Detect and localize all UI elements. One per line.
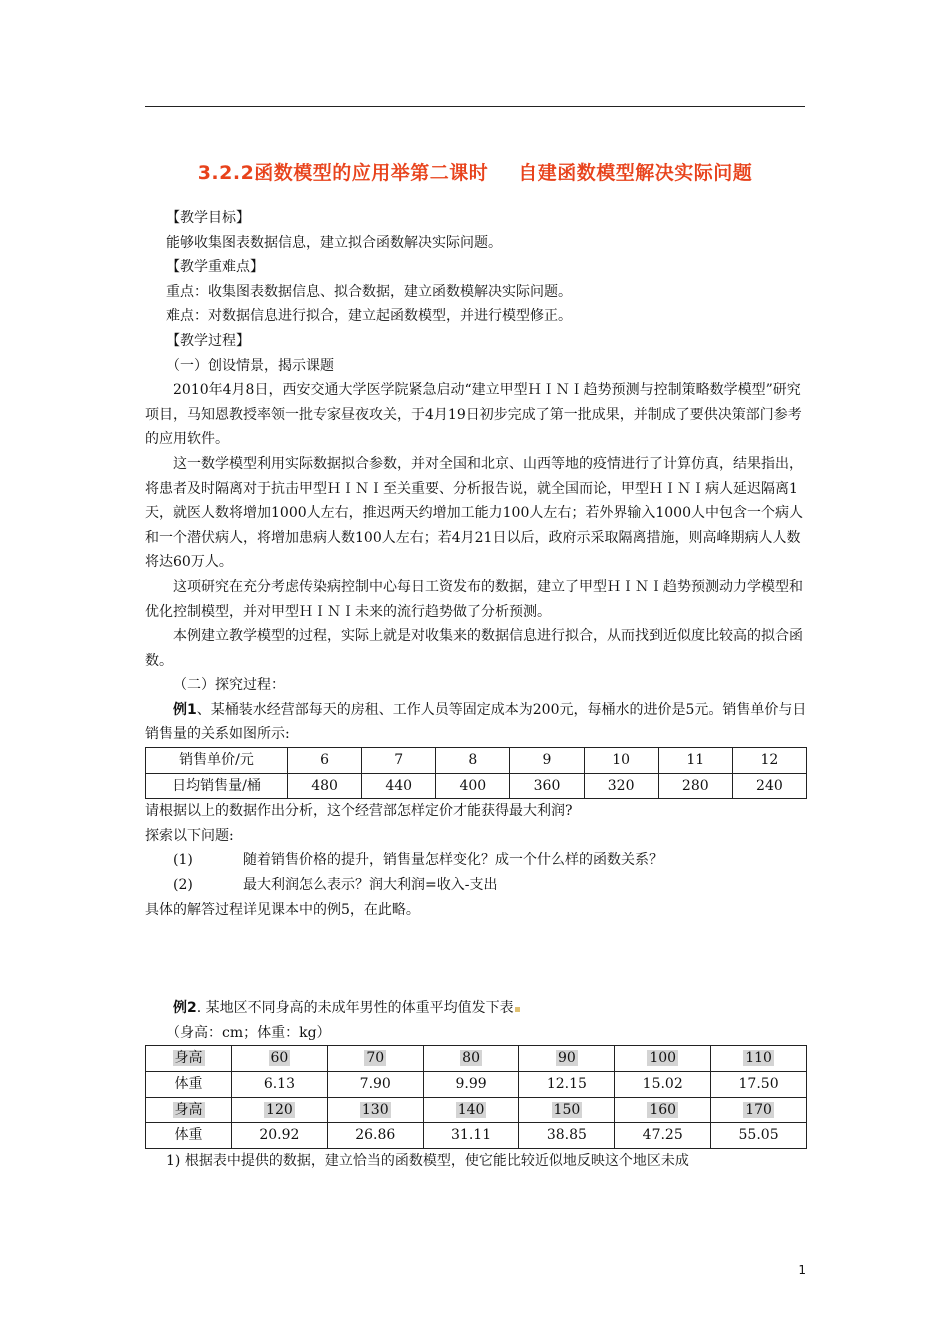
table-cell: 170 xyxy=(711,1097,807,1123)
table-cell: 60 xyxy=(232,1046,328,1072)
goal-text: 能够收集图表数据信息，建立拟合函数解决实际问题。 xyxy=(166,234,502,251)
example1-note: 具体的解答过程详见课本中的例5，在此略。 xyxy=(145,901,420,918)
row-label-sales: 日均销售量/桶 xyxy=(146,773,288,799)
part2-heading: （二）探究过程： xyxy=(173,677,285,694)
table-row xyxy=(146,1072,807,1098)
document-body xyxy=(145,206,807,1173)
table-cell: 120 xyxy=(232,1097,328,1123)
table-cell: 400 xyxy=(436,773,510,799)
table-cell: 8 xyxy=(436,748,510,774)
table-cell: 47.25 xyxy=(615,1123,711,1149)
question-1-text: 随着销售价格的提升，销售量怎样变化？成一个什么样的函数关系？ xyxy=(243,852,663,869)
anchor-marker xyxy=(515,1007,520,1012)
example2-units: （身高：cm；体重：kg） xyxy=(166,1024,331,1041)
explore-heading: 探索以下问题: xyxy=(145,827,234,844)
paragraph-2: 这一数学模型利用实际数据拟合参数，并对全国和北京、山西等地的疫情进行了计算仿真，结果指出，将患者及时隔离对于抗击甲型ＨＩＮＩ至关重要、分析报告说，就全国而论，甲型ＨＩＮＩ病人延迟隔离1天，就医人数将增加1000人左右，推迟两天约增加工能力100人左右；若外界输入1000人中包含一个病人和一个潜伏病人，将增加患病人数100人左右；若4月21日以后，政府示采取隔离措施，则高峰期病人人数将达60万人。 xyxy=(145,455,803,571)
key-point-text: 重点：收集图表数据信息、拟合数据，建立函数模解决实际问题。 xyxy=(166,283,572,300)
question-2-text: 最大利润怎么表示？润大利润=收入-支出 xyxy=(243,877,498,894)
table-cell: 160 xyxy=(615,1097,711,1123)
question-2 xyxy=(145,873,807,898)
table-cell: 11 xyxy=(658,748,732,774)
difficult-point-text: 难点：对数据信息进行拟合，建立起函数模型，并进行模型修正。 xyxy=(166,308,572,325)
table-cell: 150 xyxy=(519,1097,615,1123)
title-sub: 自建函数模型解决实际问题 xyxy=(518,162,753,184)
table-row xyxy=(146,773,807,799)
table-cell: 31.11 xyxy=(423,1123,519,1149)
table-cell: 480 xyxy=(288,773,362,799)
table-cell: 280 xyxy=(658,773,732,799)
table-cell: 360 xyxy=(510,773,584,799)
example2-label: 例2 xyxy=(173,1000,197,1017)
example1-label: 例1 xyxy=(173,701,197,718)
header-rule xyxy=(145,106,805,107)
table-cell: 90 xyxy=(519,1046,615,1072)
example2-task-1: 1) 根据表中提供的数据，建立恰当的函数模型，使它能比较近似地反映这个地区未成 xyxy=(166,1152,689,1169)
table-cell: 240 xyxy=(732,773,806,799)
table-cell: 26.86 xyxy=(327,1123,423,1149)
row-label-weight: 体重 xyxy=(146,1123,232,1149)
table-cell: 320 xyxy=(584,773,658,799)
paragraph-4: 本例建立教学模型的过程，实际上就是对收集来的数据信息进行拟合，从而找到近似度比较高的拟合函数。 xyxy=(145,628,803,669)
question-1-number: (1) xyxy=(173,852,193,869)
table-cell: 12.15 xyxy=(519,1072,615,1098)
part1-heading: （一）创设情景，揭示课题 xyxy=(166,357,334,374)
example2-text: . 某地区不同身高的未成年男性的体重平均值发下表 xyxy=(196,1000,514,1017)
paragraph-1: 2010年4月8日，西安交通大学医学院紧急启动“建立甲型ＨＩＮＩ趋势预测与控制策略数学模型”研究项目，马知恩教授率领一批专家昼夜攻关，于4月19日初步完成了第一批成果，并制成了要供决策部门参考的应用软件。 xyxy=(145,382,802,448)
table-cell: 70 xyxy=(327,1046,423,1072)
question-1 xyxy=(145,848,807,873)
goal-heading: 【教学目标】 xyxy=(166,210,250,226)
example1-question: 请根据以上的数据作出分析，这个经营部怎样定价才能获得最大利润? xyxy=(145,803,573,820)
example1-statement xyxy=(145,698,807,747)
row-label-height: 身高 xyxy=(146,1046,232,1072)
table-row xyxy=(146,1123,807,1149)
table-cell: 20.92 xyxy=(232,1123,328,1149)
table-row xyxy=(146,748,807,774)
page-number: 1 xyxy=(798,1263,806,1277)
paragraph-3: 这项研究在充分考虑传染病控制中心每日工资发布的数据，建立了甲型ＨＩＮＩ趋势预测动力学模型和优化控制模型，并对甲型ＨＩＮＩ未来的流行趋势做了分析预测。 xyxy=(145,578,803,620)
table-cell: 440 xyxy=(362,773,436,799)
process-heading: 【教学过程】 xyxy=(166,332,250,349)
table-row xyxy=(146,1097,807,1123)
table-cell: 38.85 xyxy=(519,1123,615,1149)
table-cell: 130 xyxy=(327,1097,423,1123)
table-cell: 15.02 xyxy=(615,1072,711,1098)
height-weight-table xyxy=(145,1045,807,1148)
table-cell: 100 xyxy=(615,1046,711,1072)
table-cell: 17.50 xyxy=(711,1072,807,1098)
table-cell: 110 xyxy=(711,1046,807,1072)
table-cell: 7.90 xyxy=(327,1072,423,1098)
table-cell: 140 xyxy=(423,1097,519,1123)
table-cell: 6 xyxy=(288,748,362,774)
row-label-height: 身高 xyxy=(146,1097,232,1123)
key-heading: 【教学重难点】 xyxy=(166,259,264,276)
example2-statement xyxy=(145,996,807,1021)
table-cell: 9 xyxy=(510,748,584,774)
question-2-number: (2) xyxy=(173,877,193,894)
table-cell: 6.13 xyxy=(232,1072,328,1098)
row-label-weight: 体重 xyxy=(146,1072,232,1098)
table-cell: 10 xyxy=(584,748,658,774)
row-label-price: 销售单价/元 xyxy=(146,748,288,774)
table-row xyxy=(146,1046,807,1072)
table-cell: 55.05 xyxy=(711,1123,807,1149)
page-title xyxy=(0,158,950,185)
title-main: 3.2.2函数模型的应用举第二课时 xyxy=(197,162,489,184)
price-sales-table xyxy=(145,747,807,799)
table-cell: 80 xyxy=(423,1046,519,1072)
table-cell: 12 xyxy=(732,748,806,774)
example1-text: 、某桶装水经营部每天的房租、工作人员等固定成本为200元，每桶水的进价是5元。销售单价与日销售量的关系如图所示: xyxy=(145,701,807,743)
table-cell: 7 xyxy=(362,748,436,774)
table-cell: 9.99 xyxy=(423,1072,519,1098)
